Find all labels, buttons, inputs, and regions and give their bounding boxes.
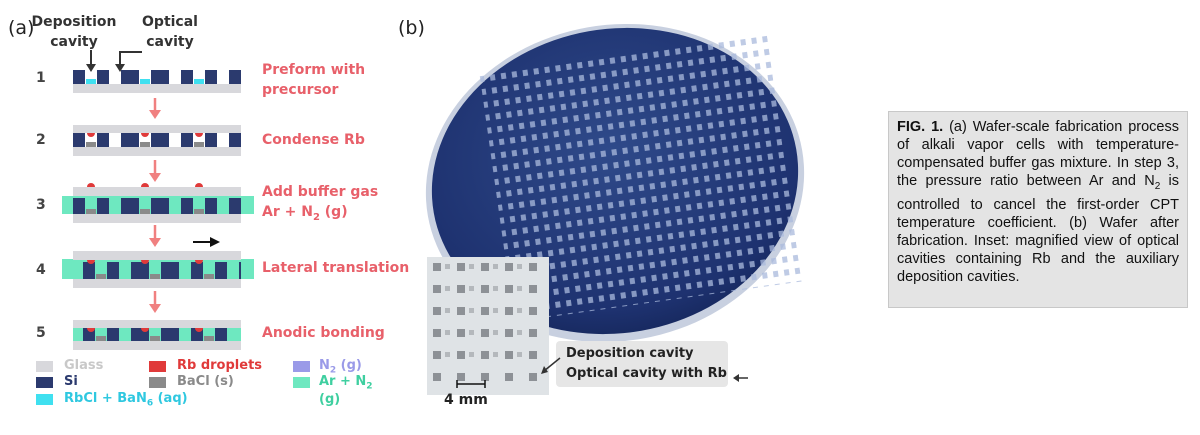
flow-arrow-1: [149, 98, 161, 119]
legend-swatch-rb: [149, 361, 166, 372]
legend-label-rb: Rb droplets: [177, 358, 263, 373]
step-5-number: 5: [36, 325, 46, 341]
step-3-label-line1: Add buffer gas: [262, 184, 379, 200]
legend-swatch-precursor: [36, 394, 53, 405]
step-5-label: Anodic bonding: [262, 325, 385, 341]
step-3-diagram: [62, 183, 254, 223]
step-3-label: [262, 182, 378, 228]
optical-pointer-arrow: [115, 52, 142, 72]
step-2-number: 2: [36, 132, 46, 148]
figure-caption-box: [888, 111, 1188, 308]
figure-caption: FIG. 1. (a) Wafer-scale fabrication process of alkali vapor cells with temperature-compensated buffer gas mixture. In step 3, the pressure ratio between Ar and $N_2$ is controlled to cancel the first-order CPT temperature coefficient. (b) Wafer after fabrication. Inset: magnified view of optical cavities containing Rb and the auxiliary deposition cavities.: [897, 119, 1180, 285]
lateral-translation-arrow: [193, 237, 220, 247]
legend-label-bacl: BaCl (s): [177, 374, 234, 389]
flow-arrow-2: [149, 160, 161, 182]
step-1-number: 1: [36, 70, 46, 86]
legend-label-glass: Glass: [64, 358, 104, 373]
panel-b-label: (b): [398, 17, 425, 39]
deposition-cavity-header: Deposition cavity: [31, 14, 117, 50]
step-3-number: 3: [36, 197, 46, 213]
panel-a-label: (a): [8, 17, 35, 39]
deposition-pointer-arrow: [86, 50, 96, 72]
legend-swatch-si: [36, 377, 53, 388]
step-2-label: Condense Rb: [262, 132, 365, 148]
legend-label-si: Si: [64, 374, 78, 389]
legend-label-precursor: RbCl + BaN$_6$ (aq): [64, 391, 188, 409]
deposition-pointer: [541, 358, 560, 374]
legend-swatch-glass: [36, 361, 53, 372]
step-4-diagram: [62, 251, 254, 288]
optical-cavity-header: Optical cavity: [142, 14, 198, 50]
legend-swatch-n2: [293, 361, 310, 372]
legend-swatch-bacl: [149, 377, 166, 388]
legend-label-n2: $N_2$ (g): [319, 358, 362, 376]
scale-bar-label: 4 mm: [444, 392, 488, 408]
step-2-diagram: [73, 125, 241, 156]
legend-label-buffer: $Ar + N_2$ (g): [319, 374, 373, 407]
step-1-diagram: [73, 70, 241, 93]
legend: [36, 358, 396, 418]
step-4-number: 4: [36, 262, 46, 278]
step-1-label: Preform with precursor: [262, 62, 366, 98]
inset-label-deposition: Deposition cavity: [566, 346, 694, 361]
step-5-diagram: [73, 320, 241, 350]
step-4-label: Lateral translation: [262, 260, 410, 276]
inset-pointer-arrows: [520, 345, 750, 390]
legend-swatch-buffer: [293, 377, 310, 388]
optical-pointer: [733, 374, 748, 382]
inset-label-optical: Optical cavity with Rb: [566, 366, 727, 381]
flow-arrow-4: [149, 291, 161, 313]
flow-arrow-3: [149, 225, 161, 247]
step-3-label-line2: $Ar + N_2$ (g): [262, 204, 348, 223]
